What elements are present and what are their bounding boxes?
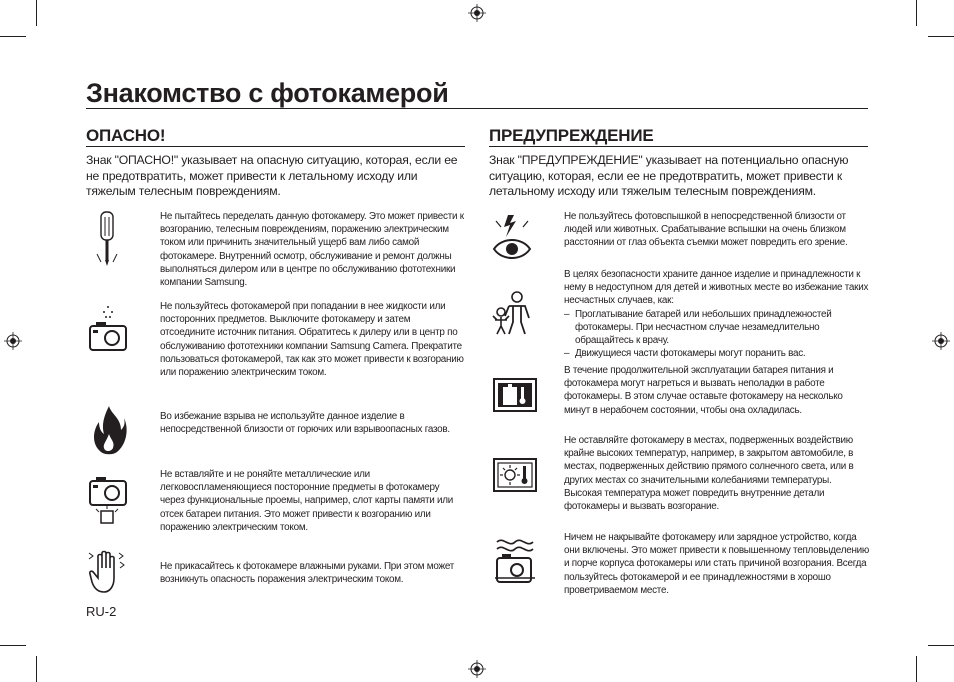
registration-mark-icon — [4, 332, 22, 350]
camera-liquid-icon — [88, 304, 128, 354]
flash-eye-icon — [490, 213, 534, 263]
screwdriver-icon — [93, 210, 121, 268]
fire-icon — [91, 404, 127, 456]
crop-mark — [0, 36, 26, 37]
crop-mark — [36, 0, 37, 26]
warning-intro: Знак "ПРЕДУПРЕЖДЕНИЕ" указывает на потенциально опасную ситуацию, которая, если ее не предотвратить, может привести к летальному исходу или тяжелым телесным повреждениям. — [489, 153, 849, 198]
wet-hand-icon — [86, 548, 130, 594]
registration-mark-icon — [468, 660, 486, 678]
sun-temperature-icon — [493, 457, 537, 493]
page-number: RU-2 — [86, 604, 117, 619]
registration-mark-icon — [468, 4, 486, 22]
covered-camera-icon — [493, 534, 537, 586]
crop-mark — [928, 645, 954, 646]
danger-item-text: Не вставляйте и не роняйте металлические или легковоспламеняющиеся посторонние предметы в фотокамеру через функциональные проемы, например, слот карты памяти или отсек батареи питания. Это может привести к возгоранию или поражению электрическим током. — [160, 469, 454, 533]
children-icon — [489, 290, 533, 336]
danger-item-text: Не пытайтесь переделать данную фотокамеру. Это может привести к возгоранию, телесным повреждениям, поражению электрическим током или причинить значительный ущерб вам либо самой фотокамере. Внутренний осмотр, обслуживание и ремонт должны выполняться дилером или в центре по обслуживанию фототехники компании Samsung. — [160, 211, 464, 289]
warning-bullet-list — [564, 308, 870, 361]
warning-item-text: В целях безопасности храните данное изделие и принадлежности к нему в недоступном для детей и животных месте во избежание таких несчастных случаев, как: — [564, 269, 869, 307]
title-divider — [86, 108, 868, 109]
crop-mark — [0, 645, 26, 646]
warning-item-text: В течение продолжительной эксплуатации батарея питания и фотокамера могут нагреться и вызвать неполадки в работе фотокамеры. В этом случае оставьте фотокамеру на несколько минут в нерабочем состоянии, чтобы она охладилась. — [564, 365, 843, 416]
list-item: – Проглатывание батарей или небольших принадлежностей фотокамеры. При несчастном случае незамедлительно обращайтесь к врачу. — [564, 308, 870, 348]
warning-item-text: Не пользуйтесь фотовспышкой в непосредственной близости от людей или животных. Срабатывание вспышки на очень близком расстоянии от глаз объекта съемки может повредить его зрение. — [564, 211, 848, 249]
warning-item-text: Ничем не накрывайте фотокамеру или зарядное устройство, когда они включены. Это может привести к повышенному тепловыделению и порче корпуса фотокамеры или стать причиной возгорания. Всегда пользуйтесь фотокамерой и ее принадлежностями в хорошо проветриваемом месте. — [564, 532, 870, 596]
warning-item-children — [564, 268, 870, 360]
danger-item-text: Не прикасайтесь к фотокамере влажными руками. При этом может возникнуть опасность поражения электрическим током. — [160, 561, 455, 586]
crop-mark — [36, 656, 37, 682]
crop-mark — [916, 0, 917, 26]
camera-insert-object-icon — [88, 473, 128, 525]
danger-item-text: Во избежание взрыва не используйте данное изделие в непосредственной близости от горючих или взрывоопасных газов. — [160, 411, 450, 436]
warning-heading: ПРЕДУПРЕЖДЕНИЕ — [489, 126, 654, 145]
danger-heading: ОПАСНО! — [86, 126, 166, 145]
page-title: Знакомство с фотокамерой — [86, 78, 449, 108]
danger-item-text: Не пользуйтесь фотокамерой при попадании в нее жидкости или посторонних предметов. Выключите фотокамеру и затем отсоедините источник питания. Обратитесь к дилеру или в центр по обслуживанию фототехники компании Samsung Camera. Прекратите пользоваться фотокамерой, так как это может привести к возгоранию или поражению электрическим током. — [160, 301, 464, 379]
list-item: – Движущиеся части фотокамеры могут поранить вас. — [564, 347, 870, 360]
registration-mark-icon — [932, 332, 950, 350]
warning-item-text: Не оставляйте фотокамеру в местах, подверженных воздействию крайне высоких температур, например, в закрытом автомобиле, в местах, подверженных действию прямого солнечного света, или в других местах со значительными колебаниями температуры. Высокая температура может повредить внутренние детали фотокамеры и вызвать возгорание. — [564, 435, 854, 513]
crop-mark — [928, 36, 954, 37]
danger-intro: Знак "ОПАСНО!" указывает на опасную ситуацию, которая, если ее не предотвратить, может привести к летальному исходу или тяжелым телесным повреждениям. — [86, 153, 458, 198]
hot-battery-icon — [493, 377, 537, 413]
crop-mark — [916, 656, 917, 682]
warning-divider — [489, 146, 868, 147]
danger-divider — [86, 146, 465, 147]
